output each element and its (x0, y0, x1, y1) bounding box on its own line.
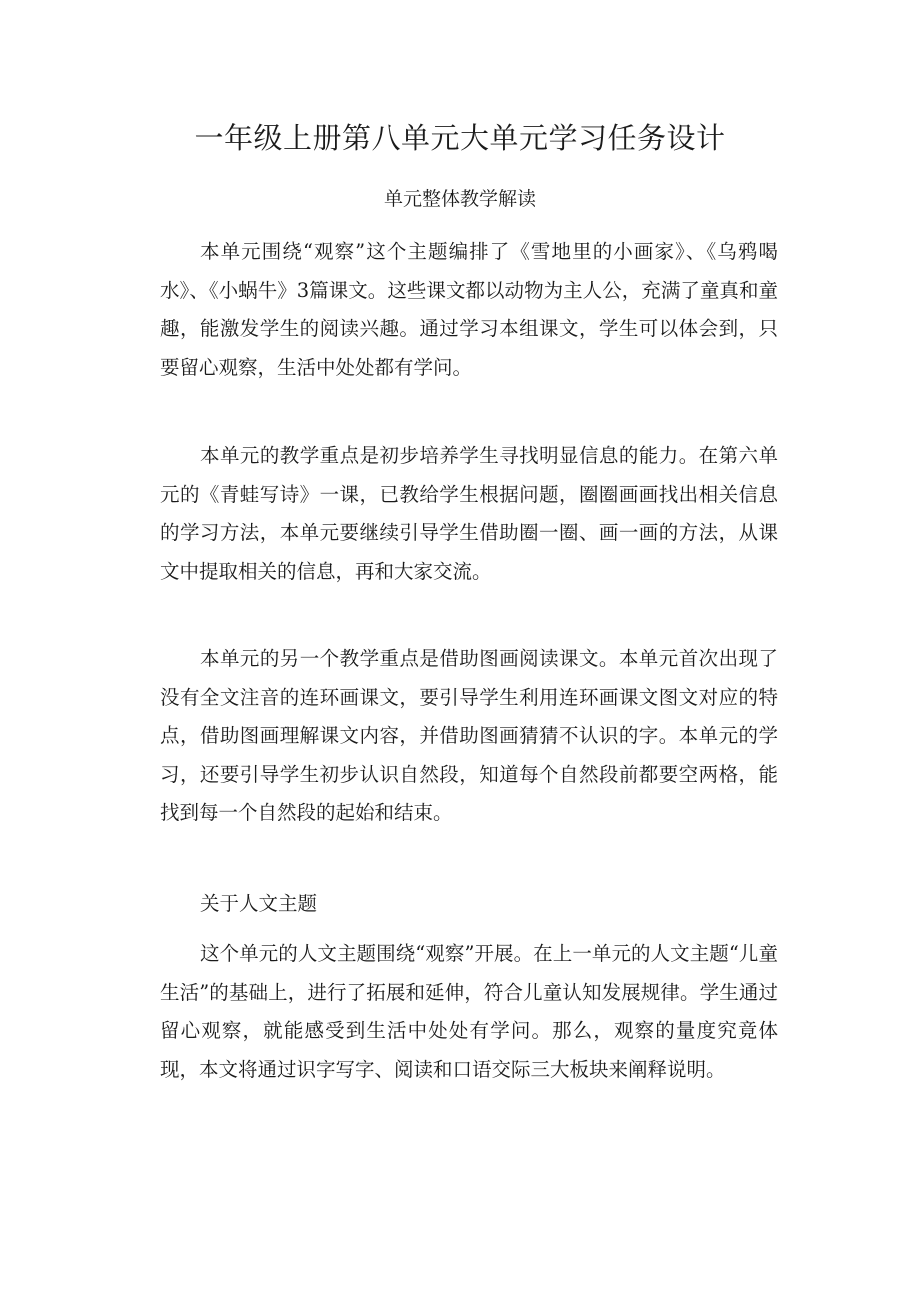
document-title: 一年级上册第八单元大单元学习任务设计 (194, 121, 726, 155)
paragraph-second-focus: 本单元的另一个教学重点是借助图画阅读课文。本单元首次出现了没有全文注音的连环画课文，要引导学生利用连环画课文图文对应的特点，借助图画理解课文内容，并借助图画猜猜不认识的字。本单元的学习，还要引导学生初步认识自然段，知道每个自然段前都要空两格，能找到每一个自然段的起始和结束。 (160, 647, 778, 824)
paragraph-unit-theme: 本单元围绕“观察”这个主题编排了《雪地里的小画家》、《乌鸦喝水》、《小蜗牛》3篇课文。这些课文都以动物为主人公，充满了童真和童趣，能激发学生的阅读兴趣。通过学习本组课文，学生可以体会到，只要留心观察，生活中处处都有学问。 (160, 240, 778, 379)
paragraph-humanistic-theme: 这个单元的人文主题围绕“观察”开展。在上一单元的人文主题“儿童生活”的基础上，进行了拓展和延伸，符合儿童认知发展规律。学生通过留心观察，就能感受到生活中处处有学问。那么，观察的量度究竟体现，本文将通过识字写字、阅读和口语交际三大板块来阐释说明。 (160, 942, 778, 1081)
document-subtitle: 单元整体教学解读 (383, 188, 536, 210)
paragraph-teaching-focus: 本单元的教学重点是初步培养学生寻找明显信息的能力。在第六单元的《青蛙写诗》一课，已教给学生根据问题，圈圈画画找出相关信息的学习方法，本单元要继续引导学生借助圈一圈、画一画的方法，从课文中提取相关的信息，再和大家交流。 (160, 444, 778, 583)
section-heading-humanistic-theme: 关于人文主题 (200, 892, 318, 915)
